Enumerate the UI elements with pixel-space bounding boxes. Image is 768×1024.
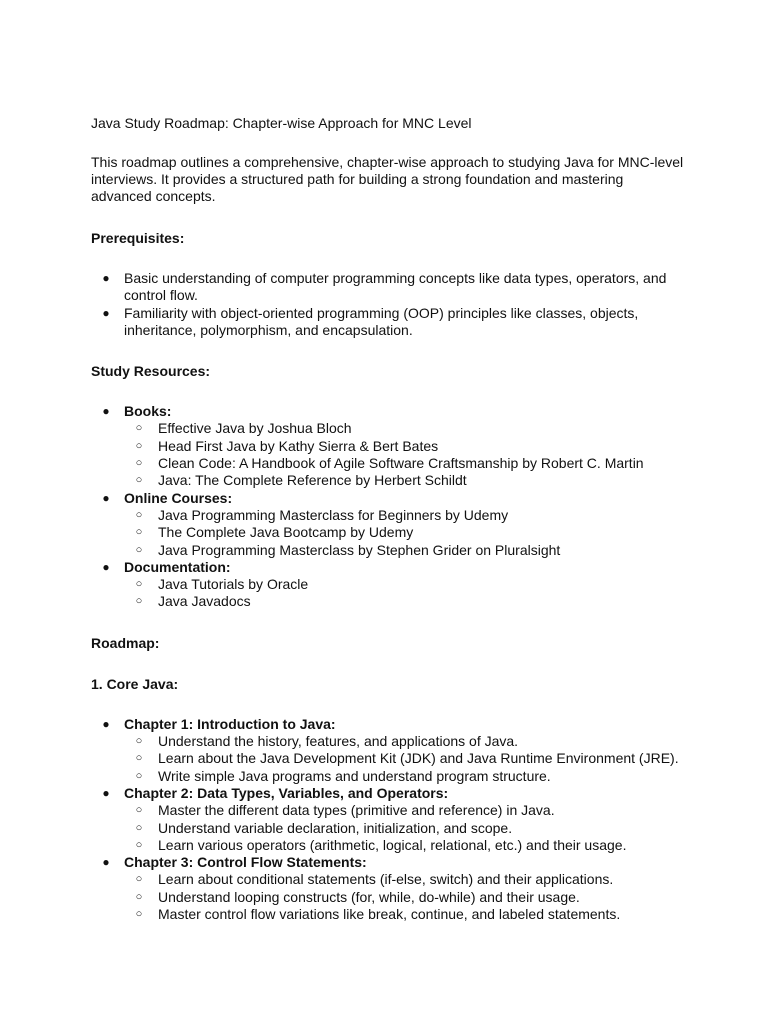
list-item-text: Understand variable declaration, initialization, and scope. <box>158 819 513 836</box>
list-item-text: Java Programming Masterclass by Stephen Grider on Pluralsight <box>158 541 561 558</box>
chapter-list <box>91 716 688 924</box>
study-resources-list <box>91 403 688 611</box>
list-item <box>124 871 688 888</box>
resource-sublist <box>124 507 688 559</box>
prerequisites-heading: Prerequisites: <box>91 230 185 246</box>
list-item-line: control flow. <box>124 287 198 304</box>
list-item <box>124 576 688 593</box>
resource-group <box>91 559 688 611</box>
intro-paragraph <box>91 154 688 205</box>
list-item <box>124 438 688 455</box>
sub-bullet-icon: ○ <box>135 526 143 539</box>
bullet-icon: ● <box>102 559 110 574</box>
sub-bullet-icon: ○ <box>135 595 143 608</box>
bullet-icon: ● <box>102 785 110 800</box>
list-item <box>91 305 688 340</box>
sub-bullet-icon: ○ <box>135 439 143 452</box>
bullet-icon: ● <box>102 404 110 419</box>
list-item-text: Learn about conditional statements (if-else, switch) and their applications. <box>158 871 614 888</box>
list-item <box>124 906 688 923</box>
sub-bullet-icon: ○ <box>135 422 143 435</box>
resource-group-label: Online Courses: <box>124 489 233 506</box>
list-item-text: Learn various operators (arithmetic, logical, relational, etc.) and their usage. <box>158 836 627 853</box>
bullet-icon: ● <box>102 490 110 505</box>
sub-bullet-icon: ○ <box>135 457 143 470</box>
sub-bullet-icon: ○ <box>135 890 143 903</box>
sub-bullet-icon: ○ <box>135 804 143 817</box>
list-item <box>124 507 688 524</box>
list-item <box>124 837 688 854</box>
list-item <box>91 270 688 305</box>
sub-bullet-icon: ○ <box>135 908 143 921</box>
list-item-line: Familiarity with object-oriented programming (OOP) principles like classes, objects, <box>124 304 639 321</box>
list-item-text: Java Tutorials by Oracle <box>158 576 309 593</box>
intro-line: advanced concepts. <box>91 188 216 204</box>
list-item <box>124 889 688 906</box>
chapter-sublist <box>124 733 688 785</box>
chapter-sublist <box>124 871 688 923</box>
chapter-label: Chapter 2: Data Types, Variables, and Operators: <box>124 784 449 801</box>
list-item-text: Master control flow variations like break, continue, and labeled statements. <box>158 906 621 923</box>
sub-bullet-icon: ○ <box>135 735 143 748</box>
list-item <box>124 802 688 819</box>
list-item <box>124 542 688 559</box>
intro-line: This roadmap outlines a comprehensive, chapter-wise approach to studying Java for MNC-level <box>91 154 684 170</box>
bullet-icon: ● <box>102 305 110 320</box>
resource-group-label: Books: <box>124 403 172 420</box>
chapter-label: Chapter 1: Introduction to Java: <box>124 715 336 732</box>
list-item <box>124 593 688 610</box>
core-java-heading: 1. Core Java: <box>91 675 179 692</box>
chapter-label: Chapter 3: Control Flow Statements: <box>124 854 367 871</box>
list-item-text: Understand the history, features, and applications of Java. <box>158 733 519 750</box>
prerequisites-list <box>91 270 688 339</box>
list-item <box>124 472 688 489</box>
sub-bullet-icon: ○ <box>135 474 143 487</box>
resource-group <box>91 403 688 489</box>
resource-group-label: Documentation: <box>124 558 231 575</box>
bullet-icon: ● <box>102 716 110 731</box>
list-item-text: Understand looping constructs (for, while, do-while) and their usage. <box>158 888 580 905</box>
chapter-item <box>91 854 688 923</box>
chapter-sublist <box>124 802 688 854</box>
study-resources-heading: Study Resources: <box>91 363 211 380</box>
sub-bullet-icon: ○ <box>135 838 143 851</box>
list-item-text: Java Javadocs <box>158 593 251 610</box>
list-item-text: Clean Code: A Handbook of Agile Software Craftsmanship by Robert C. Martin <box>158 455 644 472</box>
roadmap-heading: Roadmap: <box>91 634 160 651</box>
chapter-item <box>91 716 688 785</box>
list-item-text: Learn about the Java Development Kit (JDK) and Java Runtime Environment (JRE). <box>158 750 679 767</box>
sub-bullet-icon: ○ <box>135 578 143 591</box>
sub-bullet-icon: ○ <box>135 508 143 521</box>
sub-bullet-icon: ○ <box>135 873 143 886</box>
list-item-text: Head First Java by Kathy Sierra & Bert Bates <box>158 437 439 454</box>
list-item <box>124 750 688 767</box>
sub-bullet-icon: ○ <box>135 769 143 782</box>
list-item-text: Java: The Complete Reference by Herbert Schildt <box>158 472 467 489</box>
list-item <box>124 820 688 837</box>
resource-group <box>91 490 688 559</box>
list-item <box>124 733 688 750</box>
resource-sublist <box>124 420 688 489</box>
chapter-item <box>91 785 688 854</box>
list-item <box>124 768 688 785</box>
list-item-text: Master the different data types (primitive and reference) in Java. <box>158 802 555 819</box>
list-item-text: Java Programming Masterclass for Beginners by Udemy <box>158 506 509 523</box>
bullet-icon: ● <box>102 271 110 285</box>
sub-bullet-icon: ○ <box>135 821 143 834</box>
sub-bullet-icon: ○ <box>135 752 143 765</box>
list-item <box>124 420 688 437</box>
list-item-line: Basic understanding of computer programming concepts like data types, operators, and <box>124 270 667 286</box>
list-item-text: The Complete Java Bootcamp by Udemy <box>158 524 414 541</box>
intro-line: interviews. It provides a structured path for building a strong foundation and mastering <box>91 171 624 187</box>
bullet-icon: ● <box>102 855 110 870</box>
sub-bullet-icon: ○ <box>135 543 143 556</box>
list-item-text: Effective Java by Joshua Bloch <box>158 420 352 437</box>
list-item-line: inheritance, polymorphism, and encapsulation. <box>124 321 413 338</box>
list-item <box>124 455 688 472</box>
list-item-text: Write simple Java programs and understand program structure. <box>158 767 551 784</box>
list-item <box>124 524 688 541</box>
resource-sublist <box>124 576 688 611</box>
document-title: Java Study Roadmap: Chapter-wise Approach for MNC Level <box>91 115 472 131</box>
